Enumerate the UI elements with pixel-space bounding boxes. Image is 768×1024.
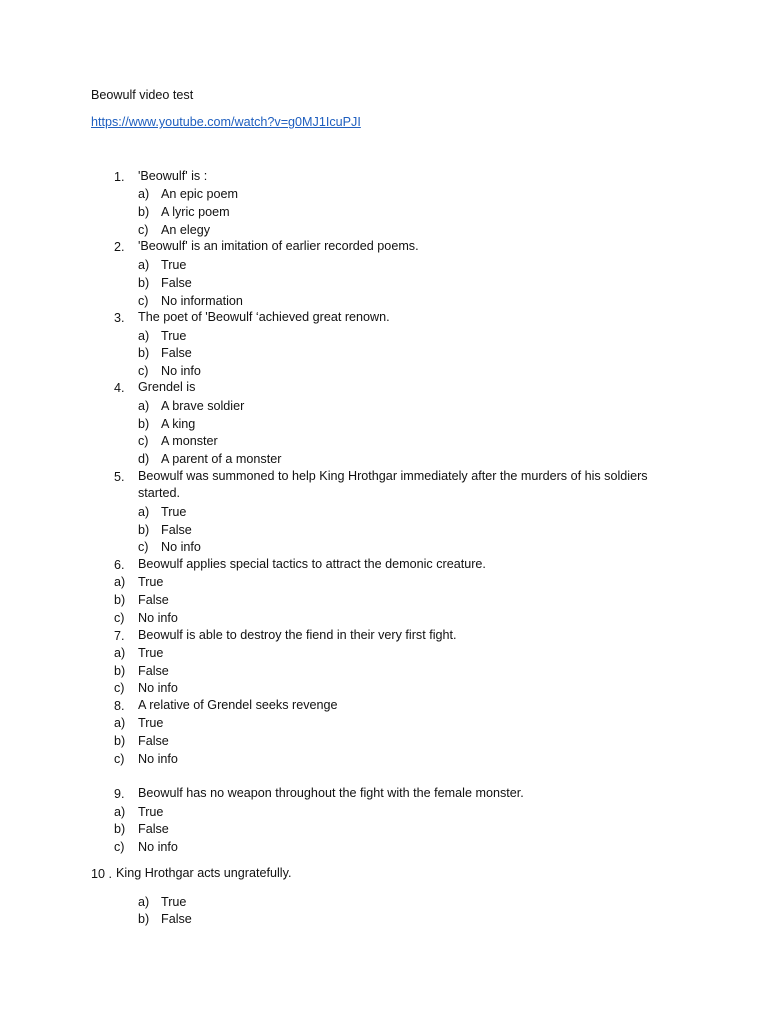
option-letter: b) (114, 664, 126, 678)
option-letter: a) (138, 258, 150, 272)
option-letter: a) (114, 646, 126, 660)
option-letter: b) (114, 734, 126, 748)
option-text: True (138, 575, 164, 589)
option-letter: a) (138, 329, 150, 343)
option-text: A brave soldier (161, 399, 245, 413)
option-text: No info (138, 611, 178, 625)
question-number: 7. (114, 629, 125, 643)
option-letter: c) (114, 611, 125, 625)
question-number: 10 . (91, 867, 113, 881)
option-text: True (138, 646, 164, 660)
option-letter: a) (114, 716, 126, 730)
option-letter: a) (138, 895, 150, 909)
option-letter: c) (138, 294, 149, 308)
question-text: Beowulf has no weapon throughout the fight with the female monster. (138, 786, 524, 800)
option-text: An elegy (161, 223, 211, 237)
question-number: 4. (114, 381, 125, 395)
option-letter: c) (114, 840, 125, 854)
option-letter: c) (138, 223, 149, 237)
option-text: No info (161, 540, 201, 554)
option-letter: c) (138, 364, 149, 378)
option-letter: c) (114, 681, 125, 695)
question-number: 5. (114, 470, 125, 484)
question-number: 9. (114, 787, 125, 801)
option-letter: a) (138, 505, 150, 519)
option-text: False (161, 912, 192, 926)
question-text: Grendel is (138, 380, 196, 394)
option-text: True (138, 805, 164, 819)
option-text: False (138, 734, 169, 748)
option-text: True (161, 895, 187, 909)
question-text: Beowulf was summoned to help King Hrothgar immediately after the murders of his soldiers (138, 469, 648, 483)
option-text: False (138, 664, 169, 678)
question-text-continued: started. (138, 486, 180, 500)
question-text: The poet of 'Beowulf ‘achieved great renown. (138, 310, 390, 324)
option-text: A parent of a monster (161, 452, 282, 466)
option-letter: a) (114, 805, 126, 819)
option-letter: b) (114, 822, 126, 836)
option-text: No info (138, 681, 178, 695)
option-letter: b) (114, 593, 126, 607)
option-letter: b) (138, 205, 150, 219)
option-letter: d) (138, 452, 150, 466)
option-letter: b) (138, 417, 150, 431)
option-text: A monster (161, 434, 218, 448)
question-text: Beowulf is able to destroy the fiend in their very first fight. (138, 628, 457, 642)
option-letter: b) (138, 276, 150, 290)
option-text: True (138, 716, 164, 730)
option-letter: b) (138, 346, 150, 360)
option-text: False (161, 523, 192, 537)
option-text: No information (161, 294, 243, 308)
option-text: No info (161, 364, 201, 378)
option-letter: a) (114, 575, 126, 589)
option-letter: c) (138, 434, 149, 448)
document-title: Beowulf video test (91, 88, 194, 102)
option-letter: c) (114, 752, 125, 766)
option-text: False (161, 346, 192, 360)
option-letter: c) (138, 540, 149, 554)
option-text: True (161, 329, 187, 343)
question-text: Beowulf applies special tactics to attract the demonic creature. (138, 557, 486, 571)
option-text: A king (161, 417, 196, 431)
option-letter: b) (138, 912, 150, 926)
question-number: 2. (114, 240, 125, 254)
option-letter: a) (138, 187, 150, 201)
option-text: False (138, 822, 169, 836)
question-number: 3. (114, 311, 125, 325)
question-text: 'Beowulf' is an imitation of earlier recorded poems. (138, 239, 419, 253)
question-text: 'Beowulf' is : (138, 169, 208, 183)
question-number: 8. (114, 699, 125, 713)
option-text: A lyric poem (161, 205, 230, 219)
option-text: No info (138, 752, 178, 766)
question-number: 1. (114, 170, 125, 184)
video-link[interactable]: https://www.youtube.com/watch?v=g0MJ1IcuPJI (91, 115, 361, 129)
question-text: A relative of Grendel seeks revenge (138, 698, 338, 712)
question-text: King Hrothgar acts ungratefully. (116, 866, 292, 880)
question-number: 6. (114, 558, 125, 572)
option-text: False (138, 593, 169, 607)
option-letter: b) (138, 523, 150, 537)
option-text: True (161, 505, 187, 519)
option-text: An epic poem (161, 187, 239, 201)
option-text: True (161, 258, 187, 272)
option-text: No info (138, 840, 178, 854)
option-text: False (161, 276, 192, 290)
option-letter: a) (138, 399, 150, 413)
